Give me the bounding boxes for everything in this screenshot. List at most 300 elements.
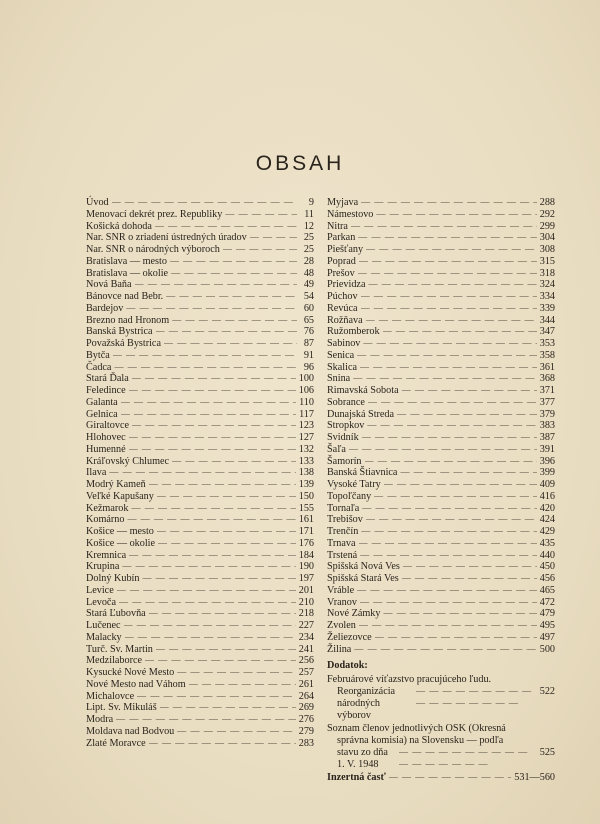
toc-entry-name: Stará Ľubovňa [86,608,146,620]
toc-entry-page: 264 [298,690,314,702]
toc-entry-page: 283 [298,737,314,749]
dot-leader [172,315,297,327]
toc-entry-name: Vráble [327,584,355,596]
toc-entry-page: 96 [303,361,314,373]
appendix-item-2-page: 525 [539,746,555,758]
toc-entry [327,491,555,503]
toc-entry [327,420,555,432]
toc-entry-page: 241 [298,643,314,655]
toc-entry [327,256,555,268]
appendix-item-1-page: 522 [539,686,555,697]
toc-entry-page: 171 [298,526,314,537]
dot-leader [156,644,296,656]
dot-leader [389,772,511,784]
toc-entry-name: Piešťany [327,244,364,255]
toc-entry-name: Zlaté Moravce [86,737,146,749]
toc-entry-page: 344 [539,314,555,326]
toc-entry-name: Prievidza [327,279,366,291]
dot-leader [142,573,295,585]
toc-entry-name: Parkan [327,232,356,244]
toc-entry [86,362,314,374]
toc-entry-page: 420 [539,502,555,514]
toc-entry-page: 353 [539,338,555,349]
toc-entry-name: Krupina [86,561,120,573]
toc-entry-name: Spišská Stará Ves [327,573,399,584]
toc-entry-page: 324 [539,279,555,291]
toc-entry-name: Námestovo [327,208,374,220]
toc-entry [86,373,314,385]
toc-entry-page: 132 [298,443,314,455]
dot-leader [366,514,537,526]
dot-leader [160,702,296,714]
toc-entry-page: 100 [298,373,314,385]
toc-entry [86,397,314,409]
dot-leader [365,456,537,468]
toc-entry-page: 227 [298,620,314,631]
dot-leader [383,608,536,620]
dot-leader [149,738,296,750]
appendix-item-2-line1: Soznam členov jednotlivých OSK (Okresná [327,723,506,735]
toc-entry-name: Lipt. Sv. Mikuláš [86,702,157,714]
dot-leader [158,538,296,550]
dot-leader [177,667,295,679]
dot-leader [349,444,537,456]
toc-right-list [327,197,555,655]
toc-entry [86,691,314,703]
toc-entry-page: 383 [539,420,555,432]
toc-entry-page: 429 [539,526,555,537]
toc-entry-name: Banská Štiavnica [327,467,398,479]
toc-entry [86,714,314,726]
dot-leader [383,326,537,338]
toc-entry-name: Vysoké Tatry [327,479,381,490]
dot-leader [164,338,297,350]
inzertna-name: Inzertná časť [327,772,386,784]
toc-entry-name: Snina [327,373,351,385]
dot-leader [112,197,297,209]
dot-leader [250,232,297,244]
toc-entry-name: Humenné [86,443,126,455]
toc-entry [327,291,555,303]
toc-entry-page: 9 [308,197,314,208]
toc-entry-page: 424 [539,514,555,526]
toc-entry-name: Levice [86,584,114,596]
toc-entry [327,644,555,656]
toc-entry-name: Giraltovce [86,420,129,432]
toc-entry [86,432,314,444]
dot-leader [360,550,537,562]
toc-entry-name: Bánovce nad Bebr. [86,291,164,302]
toc-entry-name: Turč. Sv. Martin [86,643,153,655]
toc-entry-page: 456 [539,573,555,584]
appendix-item-2-line2: správna komisia) na Slovensku — podľa [337,735,504,746]
dot-leader [124,620,296,632]
toc-entry-page: 197 [298,573,314,584]
toc-entry [327,479,555,491]
toc-entry [327,632,555,644]
toc-entry-page: 234 [298,631,314,643]
toc-entry-name: Gelnica [86,408,118,420]
toc-entry-page: 279 [298,725,314,737]
dot-leader [359,620,537,632]
toc-entry-page: 315 [539,255,555,267]
toc-entry-page: 299 [539,220,555,232]
toc-entry-name: Nové Mesto nad Váhom [86,678,186,690]
toc-entry-name: Stropkov [327,420,365,432]
toc-entry-name: Púchov [327,291,358,302]
toc-entry-name: Trenčín [327,526,359,537]
dot-leader [361,526,536,538]
dot-leader [359,256,537,268]
toc-entry [327,373,555,385]
page-title: OBSAH [255,152,345,175]
toc-entry-page: 138 [298,467,314,479]
toc-entry-name: Považská Bystrica [86,338,161,349]
toc-entry-name: Košice — mesto [86,526,154,537]
toc-entry-page: 387 [539,432,555,443]
toc-entry-name: Ilava [86,467,107,479]
toc-entry-page: 218 [298,608,314,620]
toc-entry-page: 261 [298,678,314,690]
toc-entry-name: Topoľčany [327,490,372,502]
toc-entry-page: 371 [539,385,555,396]
toc-entry-name: Hlohovec [86,432,126,443]
toc-entry [327,526,555,538]
dot-leader [166,291,297,303]
toc-entry-name: Bytča [86,349,110,361]
toc-entry-name: Úvod [86,197,109,208]
toc-entry-name: Nar. SNR o zriadení ústredných úradov [86,232,247,244]
toc-entry-page: 139 [298,479,314,490]
dot-leader [149,608,296,620]
dot-leader [109,467,295,479]
toc-entry-page: 308 [539,244,555,255]
toc-entry [86,197,314,209]
inzertna-entry [327,772,555,784]
toc-entry-name: Šaľa [327,443,346,455]
toc-entry-page: 65 [303,314,314,326]
toc-entry [327,209,555,221]
toc-entry-name: Moldava nad Bodvou [86,725,175,737]
dot-leader [129,432,296,444]
dot-leader [170,256,297,268]
toc-entry-page: 409 [539,479,555,490]
toc-entry [327,326,555,338]
toc-entry-name: Trebišov [327,514,363,526]
toc-entry-name: Modra [86,714,114,725]
toc-entry [86,291,314,303]
toc-entry [86,385,314,397]
toc-entry [327,315,555,327]
toc-entry [86,350,314,362]
toc-entry-name: Trstená [327,549,358,561]
dot-leader [113,350,297,362]
toc-entry-name: Modrý Kameň [86,479,146,490]
toc-entry [86,244,314,256]
toc-entry-page: 347 [539,326,555,338]
toc-entry-page: 161 [298,514,314,526]
toc-entry-page: 28 [303,255,314,267]
dot-leader [363,338,536,350]
toc-entry [86,444,314,456]
toc-entry [86,232,314,244]
toc-entry-name: Žilina [327,643,352,655]
toc-entry [86,726,314,738]
toc-entry [327,385,555,397]
toc-entry [86,585,314,597]
toc-entry [327,597,555,609]
toc-entry [86,209,314,221]
appendix-item-2 [327,723,555,770]
toc-entry-page: 12 [303,220,314,232]
toc-entry-name: Nar. SNR o národných výboroch [86,244,220,255]
toc-entry-page: 87 [303,338,314,349]
toc-entry-name: Vranov [327,596,357,608]
dot-leader [351,221,537,233]
toc-entry-page: 472 [539,596,555,608]
toc-entry-page: 49 [303,279,314,291]
toc-entry-name: Banská Bystrica [86,326,153,338]
toc-entry-name: Prešov [327,267,355,279]
toc-entry [327,197,555,209]
dot-leader [172,456,296,468]
toc-entry-page: 288 [539,197,555,208]
toc-entry [327,444,555,456]
dot-leader [129,444,296,456]
toc-entry [86,655,314,667]
toc-entry-name: Poprad [327,255,356,267]
dot-leader [116,714,296,726]
dot-leader [129,385,296,397]
toc-entry [327,397,555,409]
toc-entry-name: Bratislava — okolie [86,267,169,279]
toc-left-column [86,197,314,749]
toc-entry-page: 110 [299,396,314,408]
dot-leader [362,432,537,444]
toc-right-column [327,197,555,784]
toc-entry [327,244,555,256]
dot-leader [416,686,537,710]
toc-entry-name: Sabinov [327,338,361,349]
dot-leader [126,303,297,315]
toc-entry-page: 117 [299,408,314,420]
toc-entry-page: 184 [298,549,314,561]
toc-entry-name: Levoča [86,596,116,608]
dot-leader [402,573,537,585]
toc-entry [327,338,555,350]
appendix-item-1-line2 [327,686,555,721]
toc-entry-name: Revúca [327,302,358,314]
toc-entry [327,303,555,315]
toc-entry [327,514,555,526]
toc-entry-page: 479 [539,608,555,620]
toc-entry-page: 48 [303,267,314,279]
toc-entry-page: 391 [539,443,555,455]
toc-entry-page: 379 [539,408,555,420]
dot-leader [368,279,536,291]
dot-leader [374,491,537,503]
dot-leader [368,397,537,409]
toc-entry-page: 123 [298,420,314,432]
toc-entry [86,738,314,750]
toc-entry-name: Trnava [327,537,356,549]
toc-entry-page: 257 [298,667,314,678]
toc-entry-name: Sobrance [327,396,365,408]
toc-entry [327,362,555,374]
toc-entry-page: 334 [539,291,555,302]
toc-entry-page: 133 [298,455,314,467]
toc-entry [86,338,314,350]
dot-leader [397,409,537,421]
toc-entry-name: Nová Baňa [86,279,132,291]
toc-entry-page: 368 [539,373,555,385]
toc-entry [86,303,314,315]
toc-entry-name: Myjava [327,197,359,208]
toc-entry [86,456,314,468]
appendix-heading: Dodatok: [327,660,368,672]
toc-entry-page: 91 [303,349,314,361]
toc-entry-page: 450 [539,561,555,573]
dot-leader [117,585,296,597]
dot-leader [121,409,296,421]
dot-leader [353,373,537,385]
toc-entry-page: 358 [539,349,555,361]
toc-entry-name: Tornaľa [327,502,360,514]
toc-entry [86,538,314,550]
toc-entry-page: 416 [539,490,555,502]
toc-entry-page: 25 [303,232,314,244]
toc-entry [327,585,555,597]
toc-entry-name: Nitra [327,220,348,232]
toc-entry-page: 269 [298,702,314,714]
toc-entry [327,620,555,632]
dot-leader [362,503,536,515]
toc-entry-page: 106 [298,385,314,396]
toc-entry-page: 210 [298,596,314,608]
toc-entry-page: 25 [303,244,314,255]
dot-leader [384,479,537,491]
dot-leader [155,221,297,233]
toc-entry-name: Zvolen [327,620,356,631]
dot-leader [157,491,296,503]
toc-entry-name: Komárno [86,514,125,526]
dot-leader [127,514,295,526]
dot-leader [360,597,537,609]
toc-entry [327,538,555,550]
dot-leader [357,350,537,362]
toc-entry [327,456,555,468]
dot-leader [361,197,537,209]
toc-entry-name: Feledince [86,385,126,396]
toc-entry [86,561,314,573]
toc-entry-page: 150 [298,490,314,502]
toc-entry [327,268,555,280]
toc-entry-page: 465 [539,584,555,596]
toc-entry [327,467,555,479]
dot-leader [358,268,537,280]
toc-entry [86,632,314,644]
toc-entry-page: 256 [298,655,314,667]
dot-leader [402,385,537,397]
toc-entry-name: Kremnica [86,549,127,561]
toc-entry [86,597,314,609]
dot-leader [189,679,296,691]
dot-leader [358,232,536,244]
toc-entry-page: 435 [539,537,555,549]
toc-entry-page: 497 [539,631,555,643]
dot-leader [361,291,537,303]
toc-entry-name: Kežmarok [86,502,129,514]
toc-entry-page: 361 [539,361,555,373]
toc-entry [86,256,314,268]
toc-entry-page: 318 [539,267,555,279]
appendix-item-1-text: Reorganizácia národných výborov [337,686,396,721]
appendix-item-2-line3 [327,747,555,771]
toc-entry-page: 339 [539,302,555,314]
toc-entry [86,526,314,538]
toc-entry-name: Svidník [327,432,359,443]
toc-entry [86,268,314,280]
toc-entry [86,514,314,526]
dot-leader [375,632,537,644]
dot-leader [122,561,295,573]
toc-entry-page: 500 [539,643,555,655]
toc-entry [86,491,314,503]
toc-entry [86,702,314,714]
toc-entry [327,608,555,620]
dot-leader [361,303,537,315]
toc-entry-page: 292 [539,208,555,220]
toc-entry-page: 127 [298,432,314,443]
dot-leader [367,420,536,432]
toc-entry [86,467,314,479]
toc-entry-name: Brezno nad Hronom [86,314,170,326]
toc-entry-page: 11 [304,208,314,220]
toc-entry [327,221,555,233]
toc-entry [86,503,314,515]
toc-entry-name: Ružomberok [327,326,380,338]
toc-entry-page: 377 [539,396,555,408]
dot-leader [129,550,296,562]
toc-entry-name: Nové Zámky [327,608,381,620]
dot-leader [135,279,297,291]
dot-leader [125,632,296,644]
dot-leader [366,315,537,327]
toc-entry-page: 201 [298,584,314,596]
toc-entry-name: Bratislava — mesto [86,255,167,267]
toc-entry [86,667,314,679]
toc-entry-page: 190 [298,561,314,573]
toc-entry-name: Dunajská Streda [327,408,395,420]
dot-leader [403,561,537,573]
appendix-item-2-text: stavu zo dňa 1. V. 1948 [337,746,388,770]
dot-leader [121,397,296,409]
dot-leader [399,747,537,771]
dot-leader [376,209,536,221]
toc-entry-page: 396 [539,455,555,467]
toc-entry-name: Lučenec [86,620,121,631]
dot-leader [357,585,537,597]
toc-entry [327,350,555,362]
toc-entry-page: 60 [303,302,314,314]
toc-entry [86,573,314,585]
toc-entry [86,550,314,562]
dot-leader [225,209,297,221]
dot-leader [132,373,296,385]
toc-entry [86,279,314,291]
toc-entry [86,620,314,632]
toc-entry-name: Bardejov [86,302,124,314]
